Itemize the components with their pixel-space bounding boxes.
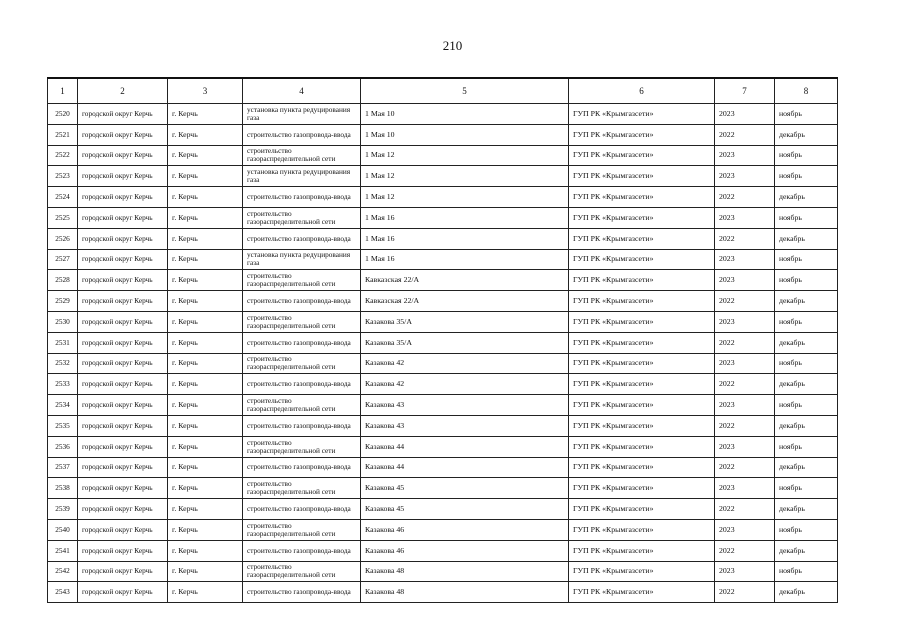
row-number-cell: 2527 (48, 249, 78, 270)
municipality-cell: городской округ Керчь (78, 187, 168, 208)
municipality-cell: городской округ Керчь (78, 499, 168, 520)
municipality-cell: городской округ Керчь (78, 395, 168, 416)
table-row (48, 436, 838, 457)
municipality-cell: городской округ Керчь (78, 145, 168, 166)
month-cell: ноябрь (775, 395, 838, 416)
settlement-cell: г. Керчь (168, 582, 243, 603)
municipality-cell: городской округ Керчь (78, 415, 168, 436)
work-type-cell: строительство газопровода-ввода (243, 187, 361, 208)
year-cell: 2022 (715, 499, 775, 520)
organization-cell: ГУП РК «Крымгазсети» (569, 582, 715, 603)
organization-cell: ГУП РК «Крымгазсети» (569, 249, 715, 270)
month-cell: декабрь (775, 457, 838, 478)
month-cell: ноябрь (775, 145, 838, 166)
settlement-cell: г. Керчь (168, 249, 243, 270)
address-cell: Кавказская 22/А (361, 270, 569, 291)
row-number-cell: 2526 (48, 228, 78, 249)
organization-cell: ГУП РК «Крымгазсети» (569, 124, 715, 145)
month-cell: декабрь (775, 499, 838, 520)
row-number-cell: 2538 (48, 478, 78, 499)
year-cell: 2023 (715, 436, 775, 457)
work-type-cell: строительство газопровода-ввода (243, 499, 361, 520)
address-cell: Казакова 44 (361, 436, 569, 457)
settlement-cell: г. Керчь (168, 395, 243, 416)
organization-cell: ГУП РК «Крымгазсети» (569, 478, 715, 499)
work-type-cell: строительство газопровода-ввода (243, 457, 361, 478)
year-cell: 2023 (715, 249, 775, 270)
year-cell: 2023 (715, 145, 775, 166)
month-cell: декабрь (775, 332, 838, 353)
row-number-cell: 2537 (48, 457, 78, 478)
year-cell: 2022 (715, 187, 775, 208)
year-cell: 2022 (715, 540, 775, 561)
address-cell: Кавказская 22/А (361, 291, 569, 312)
settlement-cell: г. Керчь (168, 207, 243, 228)
month-cell: декабрь (775, 124, 838, 145)
organization-cell: ГУП РК «Крымгазсети» (569, 187, 715, 208)
organization-cell: ГУП РК «Крымгазсети» (569, 540, 715, 561)
work-type-cell: строительство газопровода-ввода (243, 291, 361, 312)
year-cell: 2023 (715, 395, 775, 416)
address-cell: Казакова 42 (361, 353, 569, 374)
row-number-cell: 2534 (48, 395, 78, 416)
work-type-cell: строительство газопровода-ввода (243, 228, 361, 249)
year-cell: 2023 (715, 104, 775, 125)
row-number-cell: 2535 (48, 415, 78, 436)
organization-cell: ГУП РК «Крымгазсети» (569, 374, 715, 395)
address-cell: 1 Мая 12 (361, 187, 569, 208)
municipality-cell: городской округ Керчь (78, 166, 168, 187)
work-type-cell: строительство газораспределительной сети (243, 478, 361, 499)
municipality-cell: городской округ Керчь (78, 332, 168, 353)
settlement-cell: г. Керчь (168, 415, 243, 436)
column-header: 4 (243, 78, 361, 104)
table-row (48, 561, 838, 582)
address-cell: Казакова 35/А (361, 332, 569, 353)
settlement-cell: г. Керчь (168, 166, 243, 187)
year-cell: 2023 (715, 478, 775, 499)
table-body (48, 104, 838, 603)
municipality-cell: городской округ Керчь (78, 457, 168, 478)
year-cell: 2023 (715, 519, 775, 540)
row-number-cell: 2531 (48, 332, 78, 353)
table-row (48, 187, 838, 208)
address-cell: 1 Мая 12 (361, 166, 569, 187)
organization-cell: ГУП РК «Крымгазсети» (569, 166, 715, 187)
column-header: 2 (78, 78, 168, 104)
settlement-cell: г. Керчь (168, 478, 243, 499)
settlement-cell: г. Керчь (168, 457, 243, 478)
settlement-cell: г. Керчь (168, 353, 243, 374)
row-number-cell: 2525 (48, 207, 78, 228)
register-table (47, 77, 838, 603)
column-header: 7 (715, 78, 775, 104)
municipality-cell: городской округ Керчь (78, 519, 168, 540)
organization-cell: ГУП РК «Крымгазсети» (569, 145, 715, 166)
row-number-cell: 2541 (48, 540, 78, 561)
table-row (48, 207, 838, 228)
organization-cell: ГУП РК «Крымгазсети» (569, 332, 715, 353)
year-cell: 2022 (715, 124, 775, 145)
municipality-cell: городской округ Керчь (78, 540, 168, 561)
row-number-cell: 2529 (48, 291, 78, 312)
table-row (48, 395, 838, 416)
municipality-cell: городской округ Керчь (78, 478, 168, 499)
month-cell: декабрь (775, 415, 838, 436)
row-number-cell: 2528 (48, 270, 78, 291)
month-cell: декабрь (775, 228, 838, 249)
settlement-cell: г. Керчь (168, 145, 243, 166)
month-cell: декабрь (775, 291, 838, 312)
table-row (48, 374, 838, 395)
work-type-cell: строительство газопровода-ввода (243, 582, 361, 603)
work-type-cell: строительство газораспределительной сети (243, 519, 361, 540)
municipality-cell: городской округ Керчь (78, 436, 168, 457)
address-cell: Казакова 43 (361, 415, 569, 436)
organization-cell: ГУП РК «Крымгазсети» (569, 395, 715, 416)
row-number-cell: 2523 (48, 166, 78, 187)
work-type-cell: строительство газораспределительной сети (243, 207, 361, 228)
settlement-cell: г. Керчь (168, 104, 243, 125)
address-cell: Казакова 48 (361, 582, 569, 603)
address-cell: 1 Мая 12 (361, 145, 569, 166)
work-type-cell: строительство газораспределительной сети (243, 145, 361, 166)
municipality-cell: городской округ Керчь (78, 561, 168, 582)
address-cell: Казакова 43 (361, 395, 569, 416)
address-cell: 1 Мая 16 (361, 207, 569, 228)
page-number: 210 (442, 38, 463, 53)
organization-cell: ГУП РК «Крымгазсети» (569, 104, 715, 125)
work-type-cell: строительство газопровода-ввода (243, 540, 361, 561)
work-type-cell: строительство газораспределительной сети (243, 353, 361, 374)
settlement-cell: г. Керчь (168, 228, 243, 249)
settlement-cell: г. Керчь (168, 270, 243, 291)
year-cell: 2022 (715, 374, 775, 395)
municipality-cell: городской округ Керчь (78, 249, 168, 270)
month-cell: ноябрь (775, 478, 838, 499)
organization-cell: ГУП РК «Крымгазсети» (569, 457, 715, 478)
organization-cell: ГУП РК «Крымгазсети» (569, 270, 715, 291)
work-type-cell: строительство газораспределительной сети (243, 436, 361, 457)
address-cell: Казакова 42 (361, 374, 569, 395)
table-row (48, 104, 838, 125)
month-cell: ноябрь (775, 436, 838, 457)
organization-cell: ГУП РК «Крымгазсети» (569, 311, 715, 332)
table-row (48, 353, 838, 374)
address-cell: Казакова 45 (361, 478, 569, 499)
table-row (48, 332, 838, 353)
column-header: 5 (361, 78, 569, 104)
year-cell: 2022 (715, 415, 775, 436)
organization-cell: ГУП РК «Крымгазсети» (569, 499, 715, 520)
address-cell: Казакова 45 (361, 499, 569, 520)
column-header: 8 (775, 78, 838, 104)
month-cell: декабрь (775, 540, 838, 561)
year-cell: 2023 (715, 166, 775, 187)
column-header: 3 (168, 78, 243, 104)
address-cell: 1 Мая 10 (361, 124, 569, 145)
municipality-cell: городской округ Керчь (78, 270, 168, 291)
municipality-cell: городской округ Керчь (78, 582, 168, 603)
address-cell: 1 Мая 16 (361, 228, 569, 249)
address-cell: Казакова 46 (361, 519, 569, 540)
municipality-cell: городской округ Керчь (78, 374, 168, 395)
work-type-cell: строительство газопровода-ввода (243, 415, 361, 436)
address-cell: Казакова 46 (361, 540, 569, 561)
municipality-cell: городской округ Керчь (78, 104, 168, 125)
table-row (48, 291, 838, 312)
year-cell: 2022 (715, 332, 775, 353)
year-cell: 2023 (715, 270, 775, 291)
month-cell: ноябрь (775, 270, 838, 291)
column-number-row (48, 78, 838, 104)
settlement-cell: г. Керчь (168, 374, 243, 395)
month-cell: ноябрь (775, 311, 838, 332)
column-header: 6 (569, 78, 715, 104)
work-type-cell: установка пункта редуцирования газа (243, 166, 361, 187)
table-row (48, 478, 838, 499)
settlement-cell: г. Керчь (168, 499, 243, 520)
table-row (48, 582, 838, 603)
organization-cell: ГУП РК «Крымгазсети» (569, 436, 715, 457)
row-number-cell: 2522 (48, 145, 78, 166)
table-row (48, 415, 838, 436)
table-row (48, 270, 838, 291)
column-header: 1 (48, 78, 78, 104)
work-type-cell: строительство газораспределительной сети (243, 561, 361, 582)
month-cell: ноябрь (775, 249, 838, 270)
month-cell: ноябрь (775, 166, 838, 187)
organization-cell: ГУП РК «Крымгазсети» (569, 561, 715, 582)
row-number-cell: 2520 (48, 104, 78, 125)
year-cell: 2023 (715, 561, 775, 582)
work-type-cell: строительство газораспределительной сети (243, 311, 361, 332)
table-row (48, 166, 838, 187)
row-number-cell: 2540 (48, 519, 78, 540)
work-type-cell: установка пункта редуцирования газа (243, 249, 361, 270)
organization-cell: ГУП РК «Крымгазсети» (569, 353, 715, 374)
row-number-cell: 2539 (48, 499, 78, 520)
month-cell: декабрь (775, 374, 838, 395)
table-row (48, 124, 838, 145)
address-cell: Казакова 48 (361, 561, 569, 582)
settlement-cell: г. Керчь (168, 519, 243, 540)
row-number-cell: 2524 (48, 187, 78, 208)
year-cell: 2023 (715, 311, 775, 332)
address-cell: Казакова 35/А (361, 311, 569, 332)
row-number-cell: 2536 (48, 436, 78, 457)
year-cell: 2023 (715, 353, 775, 374)
row-number-cell: 2532 (48, 353, 78, 374)
table-row (48, 145, 838, 166)
organization-cell: ГУП РК «Крымгазсети» (569, 519, 715, 540)
row-number-cell: 2543 (48, 582, 78, 603)
row-number-cell: 2530 (48, 311, 78, 332)
work-type-cell: строительство газораспределительной сети (243, 395, 361, 416)
work-type-cell: установка пункта редуцирования газа (243, 104, 361, 125)
work-type-cell: строительство газораспределительной сети (243, 270, 361, 291)
organization-cell: ГУП РК «Крымгазсети» (569, 228, 715, 249)
address-cell: 1 Мая 16 (361, 249, 569, 270)
month-cell: ноябрь (775, 353, 838, 374)
table-row (48, 228, 838, 249)
address-cell: Казакова 44 (361, 457, 569, 478)
municipality-cell: городской округ Керчь (78, 124, 168, 145)
work-type-cell: строительство газопровода-ввода (243, 374, 361, 395)
settlement-cell: г. Керчь (168, 561, 243, 582)
settlement-cell: г. Керчь (168, 291, 243, 312)
year-cell: 2022 (715, 582, 775, 603)
month-cell: декабрь (775, 582, 838, 603)
municipality-cell: городской округ Керчь (78, 291, 168, 312)
table-row (48, 457, 838, 478)
month-cell: ноябрь (775, 104, 838, 125)
settlement-cell: г. Керчь (168, 311, 243, 332)
year-cell: 2023 (715, 207, 775, 228)
year-cell: 2022 (715, 228, 775, 249)
settlement-cell: г. Керчь (168, 332, 243, 353)
settlement-cell: г. Керчь (168, 540, 243, 561)
row-number-cell: 2542 (48, 561, 78, 582)
address-cell: 1 Мая 10 (361, 104, 569, 125)
organization-cell: ГУП РК «Крымгазсети» (569, 207, 715, 228)
settlement-cell: г. Керчь (168, 436, 243, 457)
table-row (48, 249, 838, 270)
work-type-cell: строительство газопровода-ввода (243, 332, 361, 353)
year-cell: 2022 (715, 457, 775, 478)
table-row (48, 499, 838, 520)
municipality-cell: городской округ Керчь (78, 207, 168, 228)
month-cell: ноябрь (775, 519, 838, 540)
month-cell: ноябрь (775, 207, 838, 228)
municipality-cell: городской округ Керчь (78, 228, 168, 249)
work-type-cell: строительство газопровода-ввода (243, 124, 361, 145)
row-number-cell: 2533 (48, 374, 78, 395)
month-cell: декабрь (775, 187, 838, 208)
settlement-cell: г. Керчь (168, 187, 243, 208)
municipality-cell: городской округ Керчь (78, 353, 168, 374)
year-cell: 2022 (715, 291, 775, 312)
municipality-cell: городской округ Керчь (78, 311, 168, 332)
settlement-cell: г. Керчь (168, 124, 243, 145)
table-row (48, 519, 838, 540)
table-row (48, 311, 838, 332)
row-number-cell: 2521 (48, 124, 78, 145)
organization-cell: ГУП РК «Крымгазсети» (569, 415, 715, 436)
table-row (48, 540, 838, 561)
month-cell: ноябрь (775, 561, 838, 582)
organization-cell: ГУП РК «Крымгазсети» (569, 291, 715, 312)
